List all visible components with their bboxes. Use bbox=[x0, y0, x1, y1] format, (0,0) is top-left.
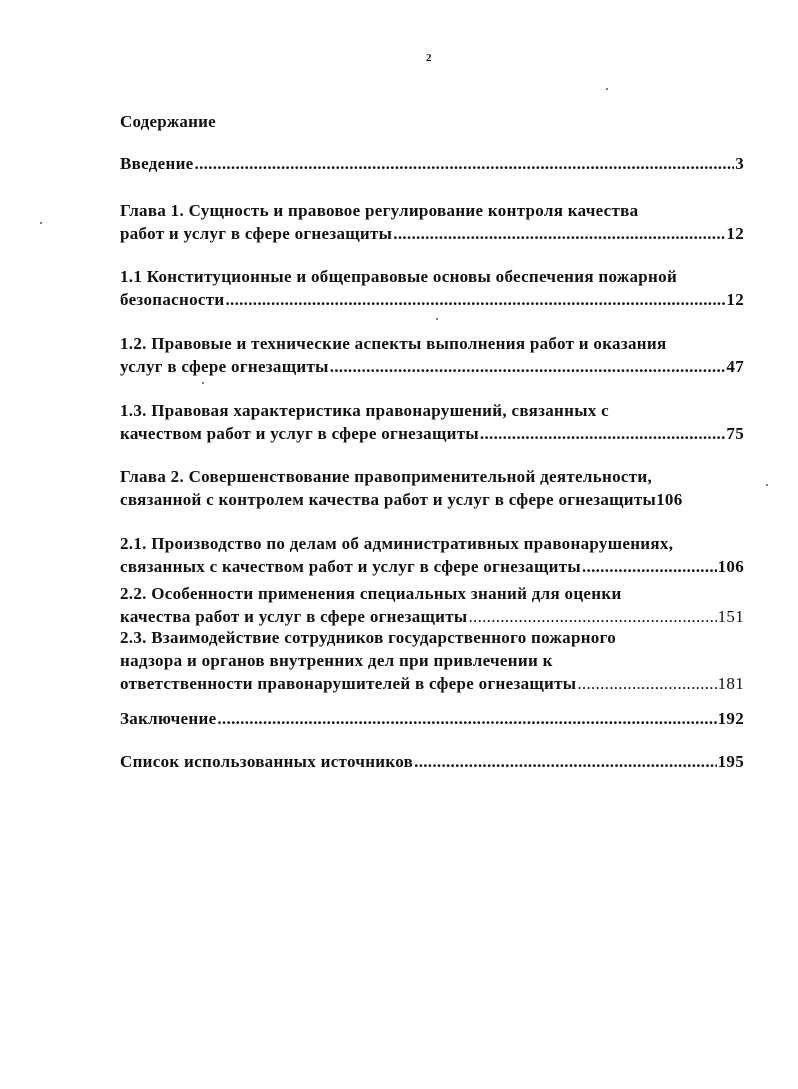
toc-entry-line bbox=[120, 605, 744, 628]
toc-entry-text: 1.3. Правовая характеристика правонарушений, связанных с bbox=[120, 401, 609, 420]
toc-page-number: 3 bbox=[735, 154, 744, 173]
toc-entry-line bbox=[120, 422, 744, 445]
toc-entry-text: ответственности правонарушителей в сфере огнезащиты bbox=[120, 674, 577, 693]
toc-page-number: 106 bbox=[717, 557, 744, 576]
dot-leader bbox=[480, 422, 725, 445]
toc-page-number: 75 bbox=[726, 424, 744, 443]
scan-speck bbox=[40, 222, 42, 224]
toc-page-number: 106 bbox=[656, 490, 683, 509]
scan-speck bbox=[202, 382, 204, 384]
toc-page-number: 151 bbox=[717, 607, 744, 626]
toc-entry-section-1-2[interactable] bbox=[120, 332, 744, 378]
toc-entry-section-2-1[interactable] bbox=[120, 532, 744, 578]
dot-leader bbox=[577, 672, 716, 695]
toc-page-number: 192 bbox=[717, 709, 744, 728]
dot-leader bbox=[582, 555, 717, 578]
dot-leader bbox=[225, 288, 725, 311]
scan-speck bbox=[436, 318, 438, 320]
toc-entry-line bbox=[120, 672, 744, 695]
toc-entry-text: услуг в сфере огнезащиты bbox=[120, 357, 329, 376]
toc-entry-line bbox=[120, 288, 744, 311]
toc-entry-text: Заключение bbox=[120, 709, 217, 728]
scan-speck bbox=[606, 88, 608, 90]
toc-entry-text: 2.2. Особенности применения специальных знаний для оценки bbox=[120, 584, 622, 603]
toc-entry-conclusion[interactable] bbox=[120, 707, 744, 730]
toc-entry-text: связанной с контролем качества работ и услуг в сфере огнезащиты bbox=[120, 490, 657, 509]
toc-entry-text: 1.2. Правовые и технические аспекты выполнения работ и оказания bbox=[120, 334, 667, 353]
toc-entry-section-1-3[interactable] bbox=[120, 399, 744, 445]
toc-entry-section-1-1[interactable] bbox=[120, 265, 744, 311]
toc-entry-text: надзора и органов внутренних дел при привлечении к bbox=[120, 651, 553, 670]
toc-page-number: 181 bbox=[717, 674, 744, 693]
dot-leader bbox=[414, 750, 716, 773]
page-number: 2 bbox=[426, 52, 432, 64]
toc-entry-text: 2.3. Взаимодействие сотрудников государственного пожарного bbox=[120, 628, 616, 647]
toc-page-number: 195 bbox=[717, 752, 744, 771]
toc-entry-line bbox=[120, 555, 744, 578]
toc-entry-text: безопасности bbox=[120, 290, 225, 309]
toc-entry-text: Глава 2. Совершенствование правоприменительной деятельности, bbox=[120, 467, 653, 486]
dot-leader bbox=[393, 222, 725, 245]
toc-entry-text: 1.1 Конституционные и общеправовые основы обеспечения пожарной bbox=[120, 267, 678, 286]
toc-entry-line bbox=[120, 152, 744, 175]
toc-entry-text: 2.1. Производство по делам об административных правонарушениях, bbox=[120, 534, 674, 553]
toc-entry-chapter-2[interactable] bbox=[120, 465, 744, 511]
toc-entry-text: качества работ и услуг в сфере огнезащиты bbox=[120, 607, 468, 626]
toc-entry-line bbox=[120, 750, 744, 773]
dot-leader bbox=[330, 355, 726, 378]
toc-entry-text: работ и услуг в сфере огнезащиты bbox=[120, 224, 393, 243]
page-title: Содержание bbox=[120, 112, 216, 131]
toc-page-number: 12 bbox=[726, 224, 744, 243]
toc-entry-chapter-1[interactable] bbox=[120, 199, 744, 245]
toc-entry-text: связанных с качеством работ и услуг в сфере огнезащиты bbox=[120, 557, 581, 576]
toc-entry-references[interactable] bbox=[120, 750, 744, 773]
toc-entry-section-2-3[interactable] bbox=[120, 626, 744, 695]
toc-entry-line bbox=[120, 355, 744, 378]
toc-entry-line bbox=[120, 222, 744, 245]
toc-entry-text: Глава 1. Сущность и правовое регулирование контроля качества bbox=[120, 201, 639, 220]
toc-entry-text: Введение bbox=[120, 154, 194, 173]
toc-entry-introduction[interactable] bbox=[120, 152, 744, 175]
toc-page-number: 47 bbox=[726, 357, 744, 376]
toc-page-number: 12 bbox=[726, 290, 744, 309]
dot-leader bbox=[468, 605, 716, 628]
toc-entry-section-2-2[interactable] bbox=[120, 582, 744, 628]
toc-entry-line bbox=[120, 707, 744, 730]
dot-leader bbox=[195, 152, 735, 175]
toc-entry-line bbox=[120, 488, 744, 511]
dot-leader bbox=[217, 707, 716, 730]
toc-entry-text: качеством работ и услуг в сфере огнезащиты bbox=[120, 424, 479, 443]
scan-speck bbox=[766, 484, 768, 486]
toc-entry-text: Список использованных источников bbox=[120, 752, 414, 771]
